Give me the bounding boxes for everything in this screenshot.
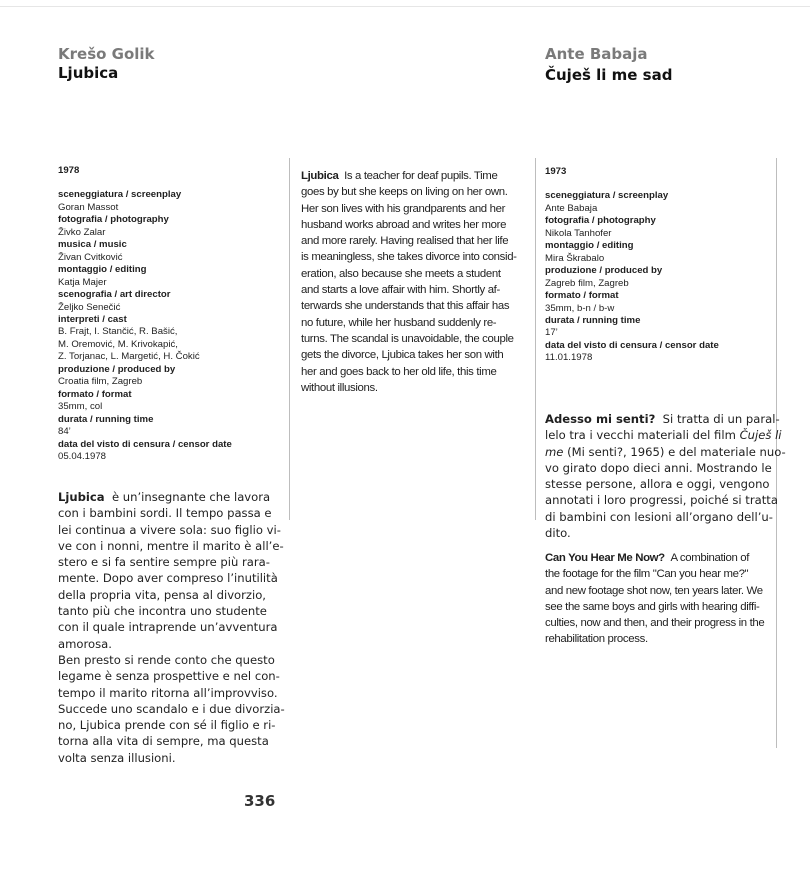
left-synopsis-italian-line <box>58 717 285 733</box>
right-credit-label: montaggio / editing <box>545 240 634 252</box>
left-credit-value: M. Oremović, M. Krivokapić, <box>58 338 178 350</box>
right-credit-value: 17’ <box>545 327 558 339</box>
right-credit-value: Mira Škrabalo <box>545 252 605 264</box>
left-synopsis-italian-line <box>58 505 285 521</box>
middle-synopsis-english-line-text: eration, also because she meets a student <box>301 267 501 280</box>
left-synopsis-italian-line <box>58 685 285 701</box>
middle-synopsis-english-line-text: and more rarely. Having realised that her life <box>301 235 509 248</box>
middle-synopsis-english-lead-title: Ljubica <box>301 170 339 182</box>
left-synopsis-italian-line-text: torna alla vita di sempre, ma questa <box>58 734 269 749</box>
right-synopsis-italian-line-text: me (Mi senti?, 1965) e del materiale nuo- <box>545 444 786 459</box>
left-synopsis-italian-line <box>58 570 285 586</box>
left-synopsis-italian <box>58 489 285 766</box>
left-credit-label: scenografia / art director <box>58 289 171 301</box>
left-synopsis-italian-line-text: stero e si fa sentire sempre più rara- <box>58 555 270 570</box>
left-synopsis-italian-line-text: con il quale intraprende un’avventura <box>58 620 278 635</box>
right-synopsis-italian-line-text: lelo tra i vecchi materiali del film Čuješ li <box>545 428 782 443</box>
left-credit-value: Živan Cvitković <box>58 251 123 263</box>
right-synopsis-english-line <box>545 599 764 615</box>
middle-synopsis-english-line-text: no future, while her husband suddenly re- <box>301 316 497 329</box>
left-credit-value: B. Frajt, I. Stančić, R. Bašić, <box>58 326 178 338</box>
right-synopsis-english-line-text: see the same boys and girls with hearing diffi- <box>545 600 760 613</box>
left-synopsis-italian-line-text: legame è senza prospettive e nel con- <box>58 669 280 684</box>
right-synopsis-english-line <box>545 615 764 631</box>
middle-synopsis-english-line-text: goes by but she keeps on living on her own. <box>301 186 508 199</box>
right-synopsis-italian-line <box>545 411 786 427</box>
middle-synopsis-english-line <box>301 184 517 200</box>
left-synopsis-italian-line-text: ve con i nonni, mentre il marito è all’e- <box>58 538 284 553</box>
middle-synopsis-english-line <box>301 249 517 265</box>
left-synopsis-italian-line <box>58 668 285 684</box>
right-synopsis-italian <box>545 411 786 541</box>
left-credit-value: 84’ <box>58 426 71 438</box>
right-credit-value: Zagreb film, Zagreb <box>545 277 629 289</box>
right-credit-label: produzione / produced by <box>545 265 663 277</box>
middle-synopsis-english-line-text: husband works abroad and writes her more <box>301 218 507 231</box>
right-synopsis-italian-line <box>545 525 786 541</box>
left-credit-label: data del visto di censura / censor date <box>58 438 232 450</box>
right-synopsis-italian-lead-title: Adesso mi senti? <box>545 412 656 426</box>
middle-synopsis-english-line <box>301 364 517 380</box>
middle-synopsis-english-line-text: Is a teacher for deaf pupils. Time <box>344 170 498 182</box>
left-synopsis-italian-line-text: volta senza illusioni. <box>58 750 176 765</box>
right-credits-block <box>545 166 719 365</box>
left-synopsis-italian-line-text: della propria vita, pensa al divorzio, <box>58 587 266 602</box>
left-credit-value: Z. Torjanac, L. Margetić, H. Čokić <box>58 351 200 363</box>
right-synopsis-italian-line <box>545 509 786 525</box>
left-synopsis-italian-line <box>58 636 285 652</box>
right-synopsis-italian-line-text: dito. <box>545 526 571 541</box>
page-number: 336 <box>244 792 276 810</box>
left-synopsis-italian-line <box>58 489 285 505</box>
left-synopsis-italian-line <box>58 603 285 619</box>
left-credit-value: 35mm, col <box>58 401 103 413</box>
left-credit-label: montaggio / editing <box>58 264 147 276</box>
left-credit-value: Željko Senečić <box>58 301 121 313</box>
left-credit-label: durata / running time <box>58 413 154 425</box>
right-synopsis-english-line-text: the footage for the film "Can you hear me?" <box>545 568 749 581</box>
middle-synopsis-english-line <box>301 217 517 233</box>
right-synopsis-italian-line <box>545 492 786 508</box>
left-credit-label: fotografia / photography <box>58 214 169 226</box>
right-synopsis-english-line-text: rehabilitation process. <box>545 633 648 646</box>
top-rule <box>0 6 810 7</box>
left-synopsis-italian-line-text: tanto più che incontra uno studente <box>58 604 267 619</box>
right-synopsis-italian-line-text: vo girato dopo dieci anni. Mostrando le <box>545 460 772 475</box>
middle-synopsis-english-line <box>301 233 517 249</box>
left-synopsis-italian-line <box>58 522 285 538</box>
right-synopsis-italian-line <box>545 427 786 443</box>
right-synopsis-english-line-text: culties, now and then, and their progress in the <box>545 617 765 630</box>
right-synopsis-italian-line-text: stesse persone, allora e oggi, vengono <box>545 477 770 492</box>
right-synopsis-english-line <box>545 631 764 647</box>
left-year: 1978 <box>58 165 80 176</box>
middle-synopsis-english-line <box>301 331 517 347</box>
left-synopsis-italian-line-text: con i bambini sordi. Il tempo passa e <box>58 506 272 521</box>
left-synopsis-italian-line <box>58 619 285 635</box>
column-divider-left <box>289 158 290 520</box>
right-film-title: Čuješ li me sad <box>545 66 673 84</box>
middle-synopsis-english-line <box>301 282 517 298</box>
left-credit-value: Croatia film, Zagreb <box>58 376 143 388</box>
right-credit-value: 35mm, b-n / b-w <box>545 302 615 314</box>
right-credit-value: Ante Babaja <box>545 202 598 214</box>
column-divider-middle <box>535 158 536 520</box>
left-synopsis-italian-line-text: no, Ljubica prende con sé il figlio e ri- <box>58 718 276 733</box>
right-synopsis-italian-line-text: annotati i loro progressi, poiché si tratta <box>545 493 778 508</box>
middle-synopsis-english-line-text: terwards she understands that this affair has <box>301 300 510 313</box>
left-synopsis-italian-line-text: amorosa. <box>58 636 112 651</box>
left-credit-label: interpreti / cast <box>58 313 127 325</box>
left-synopsis-italian-line-text: lei continua a vivere sola: suo figlio vi- <box>58 522 281 537</box>
left-credit-value: 05.04.1978 <box>58 450 107 462</box>
left-director-name: Krešo Golik <box>58 45 155 63</box>
left-synopsis-italian-lead-title: Ljubica <box>58 490 105 504</box>
right-credit-label: formato / format <box>545 290 619 302</box>
right-synopsis-english-lead-title: Can You Hear Me Now? <box>545 552 665 564</box>
left-synopsis-italian-line-text: tempo il marito ritorna all’improvviso. <box>58 685 278 700</box>
middle-synopsis-english-line <box>301 347 517 363</box>
left-credit-label: sceneggiatura / screenplay <box>58 189 182 201</box>
left-film-title: Ljubica <box>58 64 119 82</box>
right-synopsis-english-line-text: and new footage shot now, ten years later. We <box>545 584 763 597</box>
right-synopsis-english-line <box>545 566 764 582</box>
left-credit-value: Katja Majer <box>58 276 107 288</box>
right-credit-label: sceneggiatura / screenplay <box>545 190 669 202</box>
left-synopsis-italian-line-text: Ben presto si rende conto che questo <box>58 652 275 667</box>
left-synopsis-italian-line-text: è un’insegnante che lavora <box>111 490 271 504</box>
left-synopsis-italian-line <box>58 538 285 554</box>
left-synopsis-italian-line <box>58 750 285 766</box>
right-synopsis-italian-line-text: di bambini con lesioni all’organo dell’u- <box>545 509 773 524</box>
right-credit-value: 11.01.1978 <box>545 352 593 364</box>
left-synopsis-italian-line <box>58 701 285 717</box>
right-synopsis-italian-line-text: Si tratta di un paral- <box>662 412 780 426</box>
middle-synopsis-english-line-text: is meaningless, she takes divorce into consid- <box>301 251 517 264</box>
right-director-name: Ante Babaja <box>545 45 648 63</box>
middle-synopsis-english-line-text: turns. The scandal is unavoidable, the couple <box>301 332 514 345</box>
right-synopsis-italian-line <box>545 476 786 492</box>
middle-synopsis-english-line <box>301 168 517 184</box>
right-synopsis-english-line-text: A combination of <box>670 552 750 564</box>
left-synopsis-italian-line-text: mente. Dopo aver compreso l’inutilità <box>58 571 278 586</box>
middle-synopsis-english-line <box>301 201 517 217</box>
left-credit-value: Živko Zalar <box>58 226 106 238</box>
right-year: 1973 <box>545 166 567 177</box>
left-credit-label: formato / format <box>58 388 132 400</box>
right-synopsis-italian-line <box>545 444 786 460</box>
middle-synopsis-english-line-text: her and goes back to her old life, this time <box>301 365 497 378</box>
left-synopsis-italian-line <box>58 554 285 570</box>
middle-synopsis-english-line <box>301 380 517 396</box>
left-credits-block <box>58 165 232 463</box>
right-credit-value: Nikola Tanhofer <box>545 227 612 239</box>
middle-synopsis-english-line-text: and starts a love affair with him. Shortly af- <box>301 284 500 297</box>
middle-synopsis-english-line <box>301 298 517 314</box>
right-credit-label: durata / running time <box>545 314 641 326</box>
middle-synopsis-english-line-text: without illusions. <box>301 381 378 394</box>
middle-synopsis-english <box>301 168 517 396</box>
right-credit-label: fotografia / photography <box>545 215 656 227</box>
middle-synopsis-english-line <box>301 266 517 282</box>
left-credit-value: Goran Massot <box>58 201 119 213</box>
left-credit-label: produzione / produced by <box>58 363 176 375</box>
middle-synopsis-english-line-text: Her son lives with his grandparents and her <box>301 202 506 215</box>
middle-synopsis-english-line <box>301 315 517 331</box>
left-synopsis-italian-line-text: Succede uno scandalo e i due divorzia- <box>58 701 285 716</box>
left-synopsis-italian-line <box>58 733 285 749</box>
right-credit-label: data del visto di censura / censor date <box>545 339 719 351</box>
left-synopsis-italian-line <box>58 587 285 603</box>
right-synopsis-italian-line <box>545 460 786 476</box>
left-credit-label: musica / music <box>58 239 127 251</box>
right-synopsis-english-line <box>545 583 764 599</box>
left-synopsis-italian-line <box>58 652 285 668</box>
right-synopsis-english <box>545 550 764 648</box>
middle-synopsis-english-line-text: gets the divorce, Ljubica takes her son with <box>301 349 504 362</box>
right-synopsis-english-line <box>545 550 764 566</box>
